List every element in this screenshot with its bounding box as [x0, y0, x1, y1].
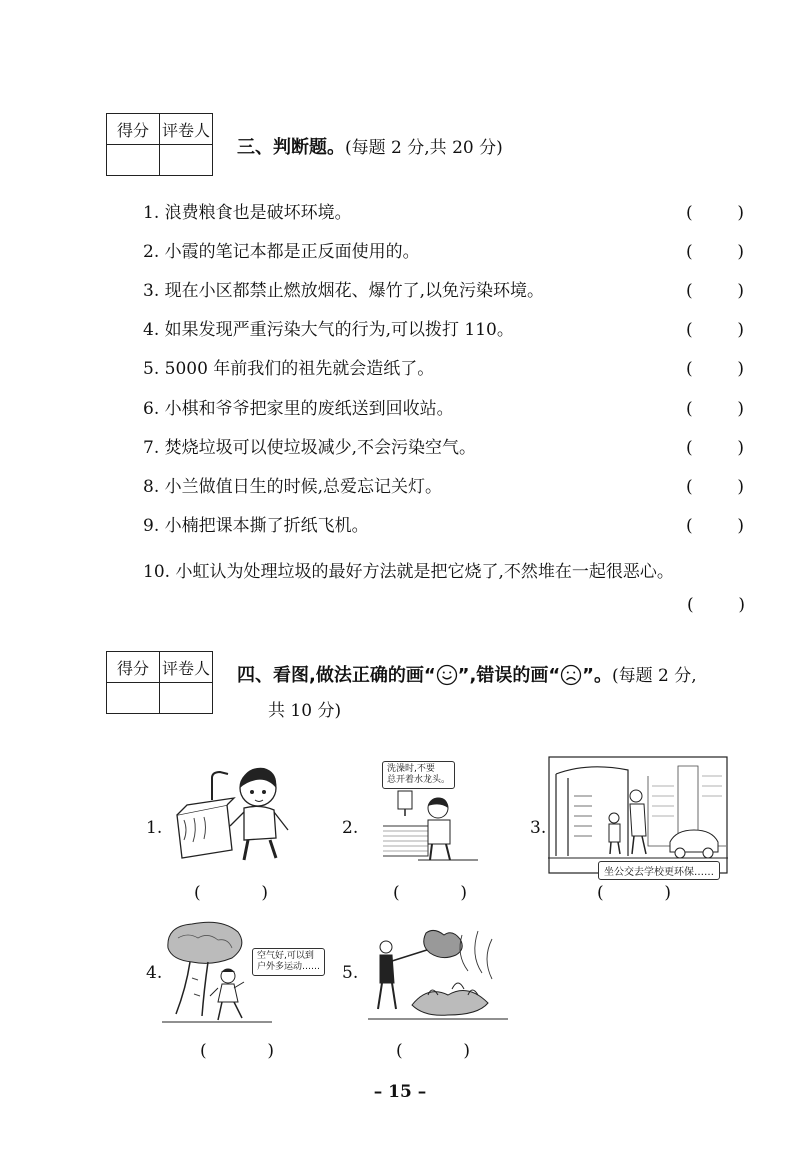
answer-paren[interactable]: ( ) — [686, 438, 744, 458]
page-number: – 15 – — [373, 1082, 427, 1102]
answer-paren[interactable]: ( ) — [686, 477, 744, 497]
question-4 — [143, 315, 748, 345]
speech-bubble-pic4: 空气好,可以到 户外多运动…… — [252, 948, 325, 976]
question-2 — [143, 237, 748, 267]
question-text: 9. 小楠把课本撕了折纸飞机。 — [143, 516, 369, 536]
score-cell[interactable] — [107, 145, 160, 176]
section4-note-2: 共 10 分) — [268, 701, 342, 721]
question-9 — [143, 511, 748, 541]
answer-paren[interactable]: ( ) — [686, 320, 744, 340]
question-7 — [143, 433, 748, 463]
answer-paren-q10[interactable]: ( ) — [687, 595, 745, 615]
burning-leaves-icon — [368, 925, 508, 1025]
score-label: 得分 — [107, 652, 160, 683]
answer-paren-pic3[interactable]: ( ) — [597, 883, 671, 903]
question-text: 2. 小霞的笔记本都是正反面使用的。 — [143, 242, 420, 262]
section4-note-1: (每题 2 分, — [612, 666, 697, 686]
question-10 — [143, 557, 748, 587]
smiling-face-icon — [436, 664, 458, 686]
score-box-section4 — [106, 651, 213, 714]
question-text: 10. 小虹认为处理垃圾的最好方法就是把它烧了,不然堆在一起很恶心。 — [143, 562, 674, 582]
question-5 — [143, 354, 748, 384]
score-label: 得分 — [107, 114, 160, 145]
question-text: 3. 现在小区都禁止燃放烟花、爆竹了,以免污染环境。 — [143, 281, 545, 301]
answer-paren-pic2[interactable]: ( ) — [393, 883, 467, 903]
question-text: 4. 如果发现严重污染大气的行为,可以拨打 110。 — [143, 320, 514, 340]
answer-paren-pic4[interactable]: ( ) — [200, 1041, 274, 1061]
caption-pic3: 坐公交去学校更环保…… — [598, 861, 720, 880]
section4-title: 四、看图,做法正确的画“ ”,错误的画“ ”。(每题 2 分, — [237, 665, 697, 686]
question-text: 7. 焚烧垃圾可以使垃圾减少,不会污染空气。 — [143, 438, 477, 458]
grader-label: 评卷人 — [160, 652, 213, 683]
score-box-section3 — [106, 113, 213, 176]
picture-label-1: 1. — [146, 818, 163, 838]
answer-paren[interactable]: ( ) — [686, 359, 744, 379]
grader-cell[interactable] — [160, 683, 213, 714]
answer-paren[interactable]: ( ) — [686, 516, 744, 536]
question-text: 1. 浪费粮食也是破坏环境。 — [143, 203, 352, 223]
answer-paren[interactable]: ( ) — [686, 399, 744, 419]
section3-title: 三、判断题。(每题 2 分,共 20 分) — [237, 137, 503, 158]
picture-label-3: 3. — [530, 818, 547, 838]
picture-label-5: 5. — [342, 963, 359, 983]
score-cell[interactable] — [107, 683, 160, 714]
question-text: 8. 小兰做值日生的时候,总爱忘记关灯。 — [143, 477, 443, 497]
speech-bubble-pic2: 洗澡时,不要 总开着水龙头。 — [382, 761, 455, 789]
grader-label: 评卷人 — [160, 114, 213, 145]
bus-stop-scene-icon — [548, 756, 728, 874]
grader-cell[interactable] — [160, 145, 213, 176]
answer-paren[interactable]: ( ) — [686, 203, 744, 223]
answer-paren-pic5[interactable]: ( ) — [396, 1041, 470, 1061]
child-at-sink-icon — [172, 760, 297, 865]
question-text: 5. 5000 年前我们的祖先就会造纸了。 — [143, 359, 435, 379]
answer-paren-pic1[interactable]: ( ) — [194, 883, 268, 903]
section3-note: (每题 2 分,共 20 分) — [345, 138, 503, 158]
question-3 — [143, 276, 748, 306]
question-text: 6. 小棋和爷爷把家里的废纸送到回收站。 — [143, 399, 454, 419]
question-1 — [143, 198, 748, 228]
sad-face-icon — [560, 664, 582, 686]
question-8 — [143, 472, 748, 502]
answer-paren[interactable]: ( ) — [686, 242, 744, 262]
answer-paren[interactable]: ( ) — [686, 281, 744, 301]
picture-label-4: 4. — [146, 963, 163, 983]
picture-label-2: 2. — [342, 818, 359, 838]
question-6 — [143, 394, 748, 424]
